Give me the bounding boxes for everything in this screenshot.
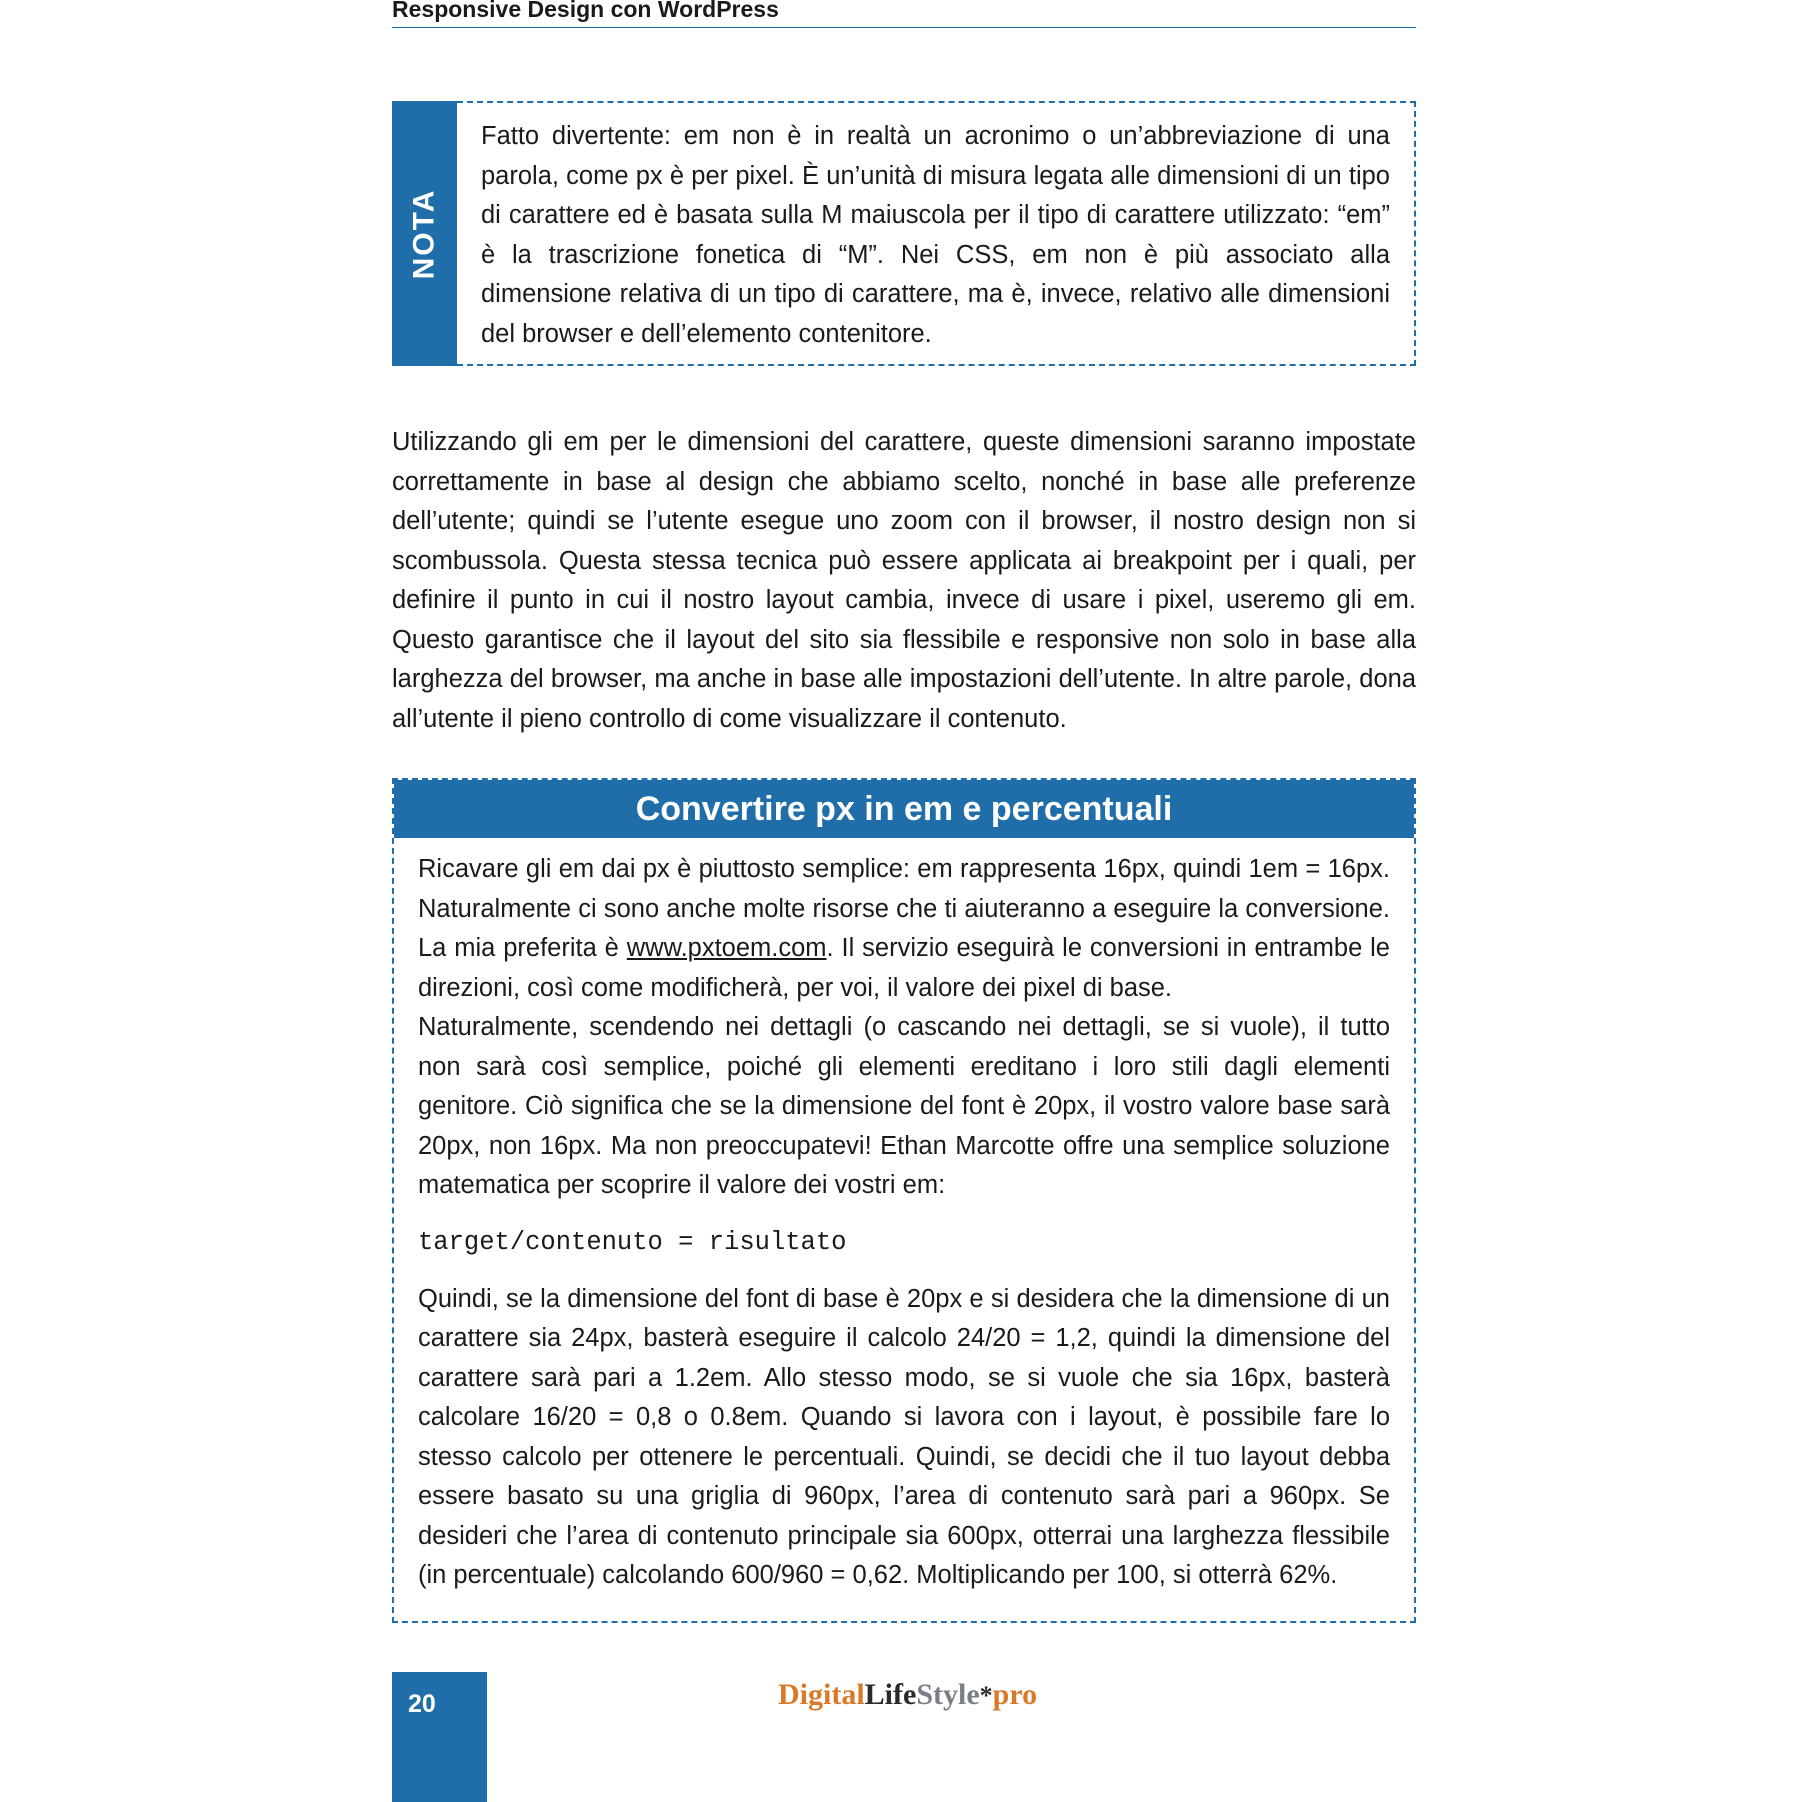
logo-part-style: Style bbox=[916, 1678, 980, 1711]
page-number-block bbox=[392, 1672, 487, 1802]
code-snippet: target/contenuto = risultato bbox=[418, 1227, 847, 1257]
sidebar-body bbox=[394, 838, 1414, 1596]
running-header: Responsive Design con WordPress bbox=[392, 0, 1416, 28]
note-label: NOTA bbox=[407, 188, 441, 279]
logo-part-life: Life bbox=[864, 1678, 917, 1711]
note-label-tab bbox=[392, 101, 457, 366]
logo-part-pro: pro bbox=[992, 1678, 1038, 1711]
sidebar-paragraph-1 bbox=[418, 850, 1390, 1008]
sidebar-title: Convertire px in em e percentuali bbox=[394, 780, 1414, 838]
sidebar-box bbox=[392, 778, 1416, 1623]
note-text: Fatto divertente: em non è in realtà un acronimo o un’abbreviazione di una parola, come px è per pixel. È un’unità di misura legata alle dimensioni di un tipo di carattere ed è basata sulla M maiuscola per il tipo di carattere utilizzato: “em” è la trascrizione fonetica di “M”. Nei CSS, em non è più associato alla dimensione relativa di un tipo di carattere, ma è, invece, relativo alle dimensioni del browser e dell’elemento contenitore. bbox=[457, 101, 1416, 366]
sidebar-paragraph-3: Quindi, se la dimensione del font di base è 20px e si desidera che la dimensione di un carattere sia 24px, basterà eseguire il calcolo 24/20 = 1,2, quindi la dimensione del carattere sarà pari a 1.2em. Allo stesso modo, se si vuole che sia 16px, basterà calcolare 16/20 = 0,8 o 0.8em. Quando si lavora con i layout, è possibile fare lo stesso calcolo per ottenere le percentuali. Quindi, se decidi che il tuo layout debba essere basato su una griglia di 960px, l’area di contenuto sarà pari a 960px. Se desideri che l’area di contenuto principale sia 600px, otterrai una larghezza flessibile (in percentuale) calcolando 600/960 = 0,62. Moltiplicando per 100, si otterrà 62%. bbox=[418, 1284, 1390, 1589]
page-number: 20 bbox=[408, 1690, 436, 1718]
pxtoem-link[interactable]: www.pxtoem.com bbox=[626, 934, 827, 962]
sidebar-paragraph-1-end: . Il servizio eseguirà le conversioni in entrambe le direzioni, così come modificherà, per voi, il valore dei pixel di base. bbox=[418, 934, 1390, 1002]
sidebar-paragraph-2: Naturalmente, scendendo nei dettagli (o cascando nei dettagli, se si vuole), il tutto non sarà così semplice, poiché gli elementi ereditano i loro stili dagli elementi genitore. Ciò significa che se la dimensione del font è 20px, il vostro valore base sarà 20px, non 16px. Ma non preoccupatevi! Ethan Marcotte offre una semplice soluzione matematica per scoprire il valore dei vostri em: bbox=[418, 1013, 1390, 1199]
note-box bbox=[392, 101, 1416, 366]
sidebar-paragraph-1-start: Ricavare gli em dai px è piuttosto semplice: em rappresenta 16px, quindi 1em = 16px. Naturalmente ci sono anche molte risorse che ti aiuteranno a eseguire la conversione. La mia preferita è bbox=[418, 855, 1390, 962]
logo-part-digital: Digital bbox=[778, 1678, 865, 1711]
publisher-logo bbox=[778, 1678, 1037, 1712]
logo-star: * bbox=[979, 1681, 993, 1710]
body-paragraph: Utilizzando gli em per le dimensioni del carattere, queste dimensioni saranno impostate correttamente in base al design che abbiamo scelto, nonché in base alle preferenze dell’utente; quindi se l’utente esegue uno zoom con il browser, il nostro design non si scombussola. Questa stessa tecnica può essere applicata ai breakpoint per i quali, per definire il punto in cui il nostro layout cambia, invece di usare i pixel, useremo gli em. Questo garantisce che il layout del sito sia flessibile e responsive non solo in base alla larghezza del browser, ma anche in base alle impostazioni dell’utente. In altre parole, dona all’utente il pieno controllo di come visualizzare il contenuto. bbox=[392, 428, 1416, 733]
